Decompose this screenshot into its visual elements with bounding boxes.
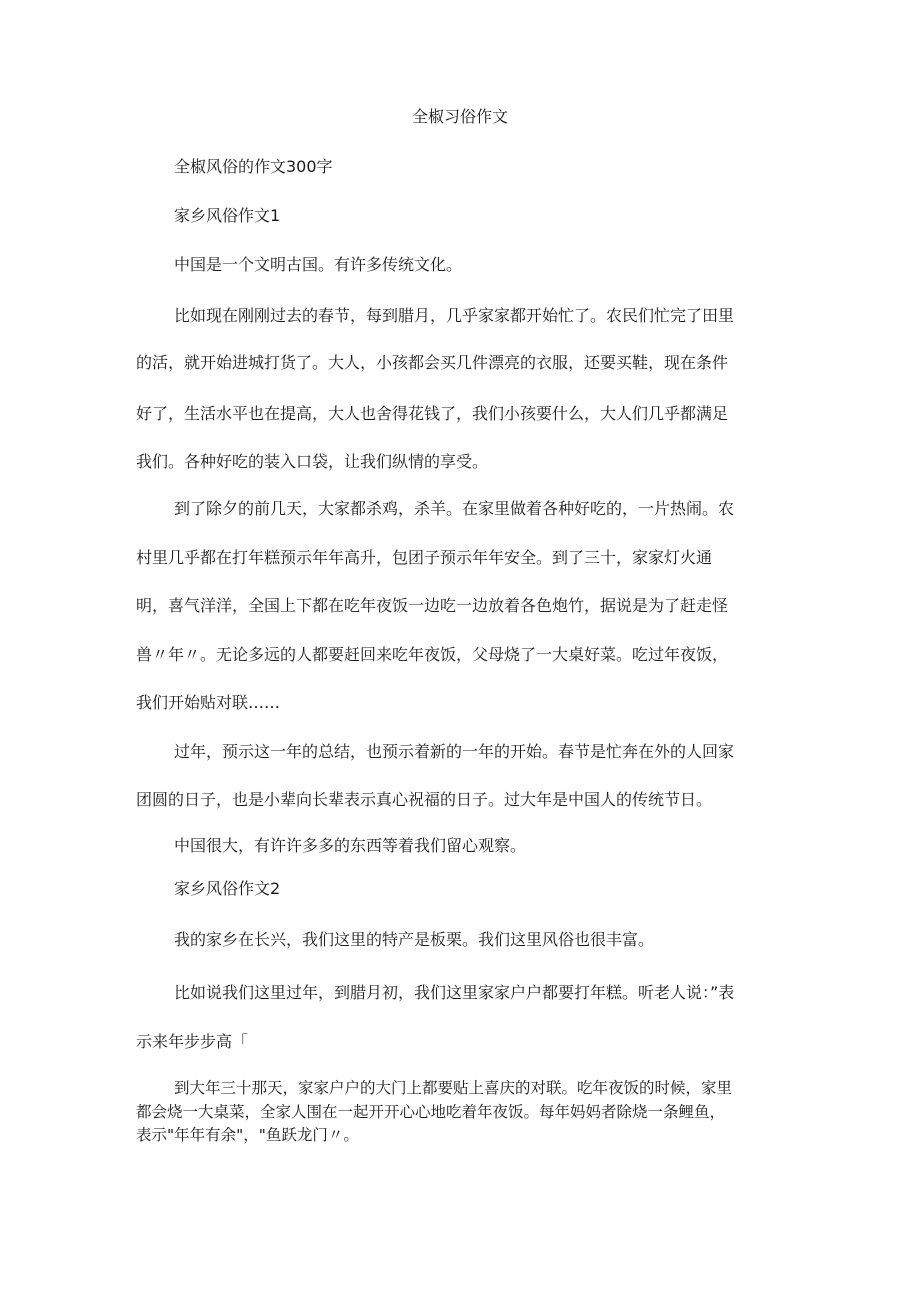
essay1-line: 村里几乎都在打年糕预示年年高升，包团子预示年年安全。到了三十，家家灯火通 bbox=[136, 548, 713, 567]
essay1-line: 过年，预示这一年的总结，也预示着新的一年的开始。春节是忙奔在外的人回家 bbox=[174, 742, 735, 761]
document-title: 全椒习俗作文 bbox=[411, 107, 508, 126]
essay2-line: 我的家乡在长兴，我们这里的特产是板栗。我们这里风俗也很丰富。 bbox=[174, 930, 655, 949]
essay1-line: 比如现在刚刚过去的春节，每到腊月，几乎家家都开始忙了。农民们忙完了田里 bbox=[174, 306, 735, 325]
essay1-line: 的活，就开始进城打货了。大人，小孩都会买几件漂亮的衣服，还要买鞋，现在条件 bbox=[136, 353, 729, 372]
essay1-line: 中国是一个文明古国。有许多传统文化。 bbox=[174, 255, 463, 274]
essay1-line: 中国很大，有许许多多的东西等着我们留心观察。 bbox=[174, 836, 527, 855]
essay1-line: 明，喜气洋洋，全国上下都在吃年夜饭一边吃一边放着各色炮竹，据说是为了赶走怪 bbox=[136, 596, 729, 615]
essay1-line: 好了，生活水平也在提高，大人也舍得花钱了，我们小孩要什么，大人们几乎都满足 bbox=[136, 404, 729, 423]
essay2-line: 示来年步步高「 bbox=[136, 1032, 249, 1051]
essay2-line: 都会烧一大桌菜，全家人围在一起开开心心地吃着年夜饭。每年妈妈者除烧一条鲤鱼， bbox=[136, 1103, 726, 1121]
essay1-heading: 家乡风俗作文1 bbox=[174, 206, 281, 225]
essay2-heading: 家乡风俗作文2 bbox=[174, 879, 281, 898]
essay2-line: 到大年三十那天，家家户户的大门上都要贴上喜庆的对联。吃年夜饭的时候，家里 bbox=[174, 1079, 733, 1097]
essay1-line: 兽〃年〃。无论多远的人都要赶回来吃年夜饭，父母烧了一大桌好菜。吃过年夜饭， bbox=[136, 645, 729, 664]
essay1-line: 我们开始贴对联…… bbox=[136, 693, 281, 712]
document-subtitle: 全椒风俗的作文300字 bbox=[174, 157, 333, 176]
essay2-line: 表示"年年有余"，"鱼跃龙门〃。 bbox=[136, 1126, 359, 1144]
essay1-line: 我们。各种好吃的装入口袋，让我们纵情的享受。 bbox=[136, 452, 489, 471]
essay1-line: 团圆的日子，也是小辈向长辈表示真心祝福的日子。过大年是中国人的传统节日。 bbox=[136, 790, 713, 809]
essay1-line: 到了除夕的前几天，大家都杀鸡，杀羊。在家里做着各种好吃的，一片热闹。农 bbox=[174, 499, 735, 518]
essay2-line: 比如说我们这里过年，到腊月初，我们这里家家户户都要打年糕。听老人说：”表 bbox=[174, 983, 735, 1002]
